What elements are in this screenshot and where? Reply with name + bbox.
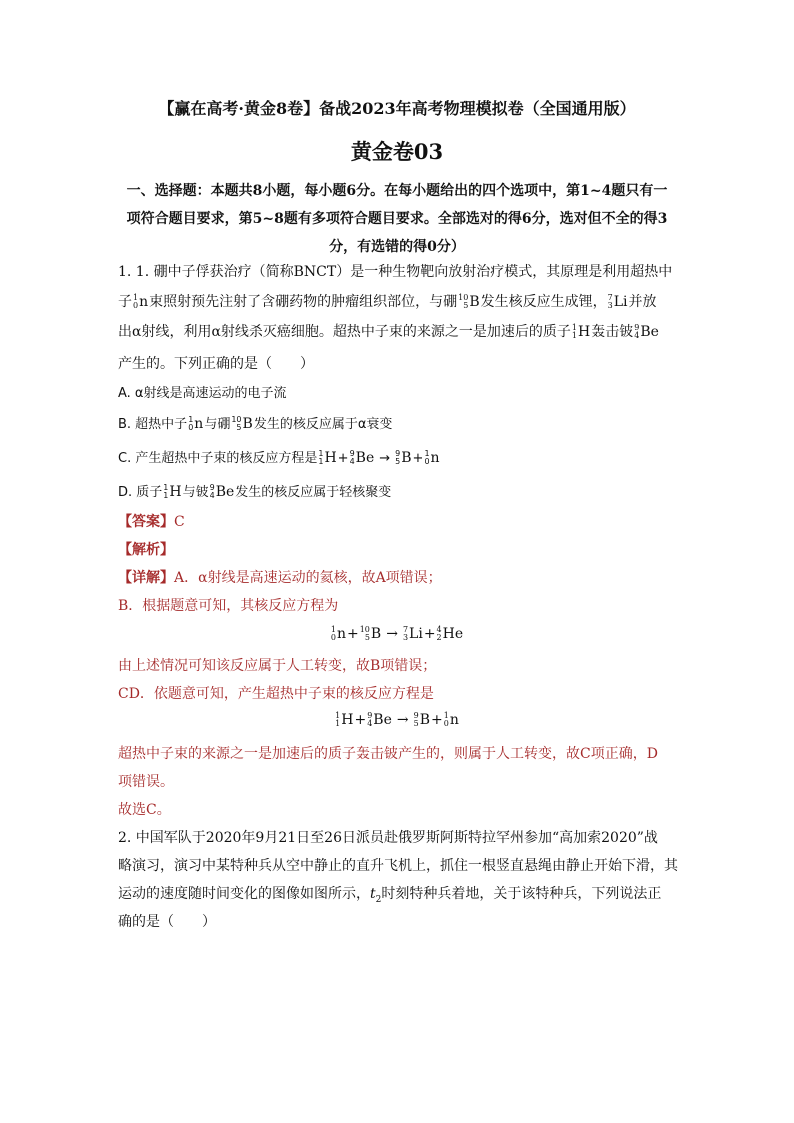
q1-option-a[interactable]: A. α射线是高速运动的电子流 [118, 386, 287, 401]
answer-line [118, 512, 185, 532]
nuclide-beryllium-9: 9 4 Be [634, 323, 659, 340]
q1-option-c[interactable]: C. 产生超热中子束的核反应方程是 1 1 H+ 9 4 Be → 9 5 B+ 1 0 n [118, 449, 440, 466]
time-symbol: t [370, 886, 376, 902]
q1-option-b[interactable]: B. 超热中子 1 0 n与硼 10 5 B发生的核反应属于α衰变 [118, 415, 393, 432]
nuclide-lithium-7: 7 3 Li [607, 293, 628, 310]
paper-subtitle: 黄金卷03 [350, 139, 444, 164]
section-instructions-line2: 项符合题目要求，第5~8题有多项符合题目要求。全部选对的得6分，选对但不全的得3 [126, 211, 668, 227]
nuclide-neutron: 1 0 n [133, 293, 149, 310]
detail-b-intro: B．根据题意可知，其核反应方程为 [118, 598, 339, 614]
equation-b: 1 0 n+ 10 5 B → 7 3 Li+ 4 2 He [330, 625, 464, 642]
equation-cd: 1 1 H+ 9 4 Be → 9 5 B+ 1 0 n [335, 711, 459, 728]
answer-value: C [174, 514, 185, 530]
detail-cd-intro: CD．依题意可知，产生超热中子束的核反应方程是 [118, 686, 434, 702]
q2-stem-line1: 2. 中国军队于2020年9月21日至26日派员赴俄罗斯阿斯特拉罕州参加“高加索2020”战 [118, 830, 658, 846]
detail-cd-conclusion-2: 项错误。 [118, 774, 174, 790]
q2-stem-line2: 略演习，演习中某特种兵从空中静止的直升飞机上，抓住一根竖直悬绳由静止开始下滑，其 [118, 858, 678, 874]
detail-line-a: 【详解】A．α射线是高速运动的氦核，故A项错误； [118, 570, 442, 586]
q1-stem-line2: 子 1 0 n束照射预先注射了含硼药物的肿瘤组织部位，与硼 10 5 B发生核反应生成锂， 7 3 Li并放 [118, 293, 657, 310]
detail-b-conclusion: 由上述情况可知该反应属于人工转变，故B项错误； [118, 658, 437, 674]
q1-stem-line4: 产生的。下列正确的是（ ） [118, 356, 314, 372]
q1-option-d[interactable]: D. 质子 1 1 H与铍 9 4 Be发生的核反应属于轻核聚变 [118, 483, 392, 500]
section-instructions-line1: 一、选择题：本题共8小题，每小题6分。在每小题给出的四个选项中，第1~4题只有一 [126, 183, 668, 199]
detail-cd-conclusion-1: 超热中子束的来源之一是加速后的质子轰击铍产生的，则属于人工转变，故C项正确，D [118, 746, 658, 762]
answer-label: 【答案】 [118, 514, 174, 530]
q2-stem-line3: 运动的速度随时间变化的图像如图所示，$t_2$时刻特种兵着地，关于该特种兵，下列说法正 [118, 886, 662, 905]
nuclide-proton: 1 1 H [571, 323, 591, 340]
section-instructions-line3: 分，有选错的得0分） [329, 239, 465, 255]
nuclide-boron-10: 10 5 B [458, 293, 480, 310]
final-choice: 故选C。 [118, 802, 171, 818]
q1-stem-line1: 1. 1. 硼中子俘获治疗（简称BNCT）是一种生物靶向放射治疗模式，其原理是利用超热中 [118, 264, 673, 280]
exam-title: 【赢在高考·黄金8卷】备战2023年高考物理模拟卷（全国通用版） [158, 99, 636, 118]
analysis-label: 【解析】 [118, 542, 174, 558]
q2-stem-line4: 确的是（ ） [118, 914, 216, 930]
q1-stem-line3: 出α射线，利用α射线杀灭癌细胞。超热中子束的来源之一是加速后的质子 1 1 H轰击铍 9 4 Be [118, 323, 659, 340]
